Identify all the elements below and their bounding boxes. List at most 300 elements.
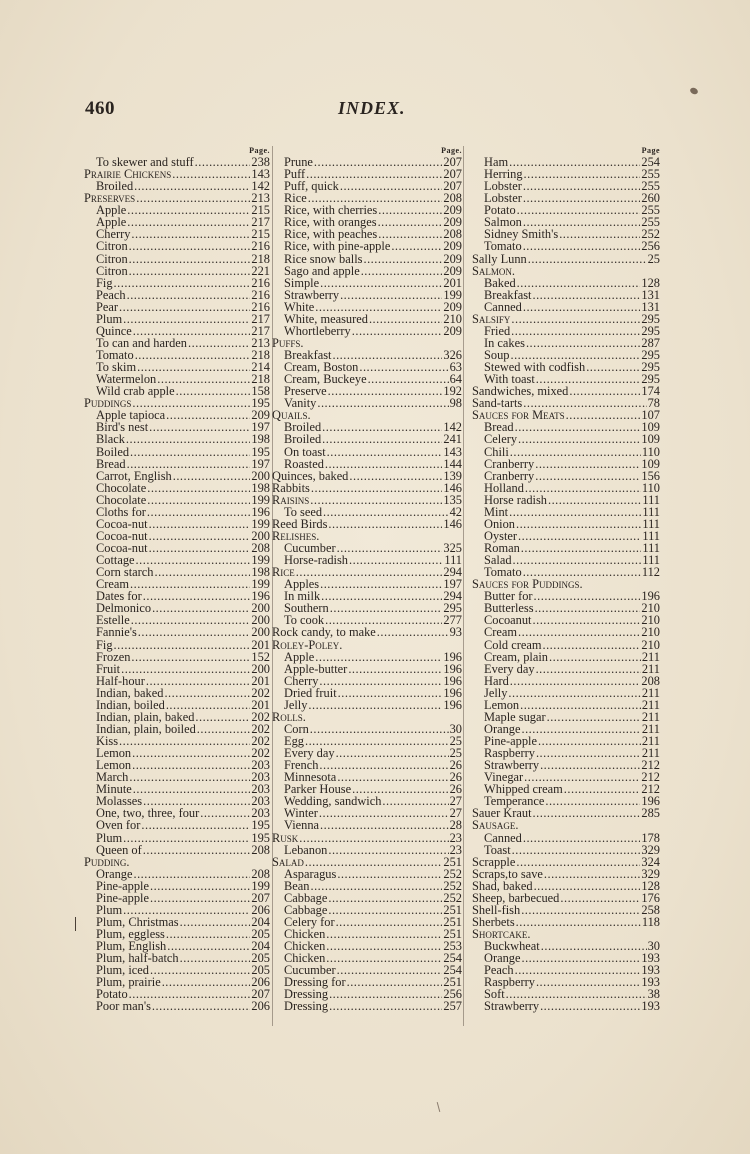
entry-label: Jelly bbox=[484, 685, 508, 700]
entry-page-number: 156 bbox=[641, 468, 660, 483]
dot-leader bbox=[369, 313, 442, 325]
dot-leader bbox=[564, 783, 641, 795]
entry-page-number: 111 bbox=[444, 553, 462, 568]
dot-leader bbox=[524, 168, 641, 180]
index-heading bbox=[272, 470, 462, 482]
dot-leader bbox=[523, 301, 641, 313]
entry-label: Tomato bbox=[484, 565, 522, 580]
entry-label: Onion bbox=[484, 516, 515, 531]
entry-page-number: 26 bbox=[449, 770, 462, 785]
dot-leader bbox=[150, 964, 250, 976]
entry-label: Cream, Buckeye bbox=[284, 372, 367, 387]
entry-page-number: 111 bbox=[642, 516, 660, 531]
entry-label: Sausage. bbox=[472, 818, 519, 833]
entry-label: Puff, quick bbox=[284, 179, 339, 194]
dot-leader bbox=[533, 807, 641, 819]
entry-label: Strawberry bbox=[484, 999, 540, 1014]
entry-label: Celery for bbox=[284, 914, 335, 929]
entry-page-number: 98 bbox=[449, 396, 462, 411]
dot-leader bbox=[536, 747, 641, 759]
dot-leader bbox=[129, 265, 251, 277]
entry-page-number: 193 bbox=[641, 963, 660, 978]
entry-page-number: 210 bbox=[443, 311, 462, 326]
entry-label: Carrot, English bbox=[96, 468, 172, 483]
entry-page-number: 256 bbox=[641, 239, 660, 254]
entry-page-number: 206 bbox=[251, 999, 270, 1014]
index-entry bbox=[84, 651, 270, 663]
dot-leader bbox=[534, 590, 641, 602]
entry-page-number: 253 bbox=[443, 939, 462, 954]
entry-page-number: 294 bbox=[443, 565, 462, 580]
entry-page-number: 195 bbox=[251, 818, 270, 833]
index-entry bbox=[84, 301, 270, 313]
entry-page-number: 202 bbox=[251, 746, 270, 761]
dot-leader bbox=[119, 735, 250, 747]
index-entry bbox=[272, 433, 462, 445]
dot-leader bbox=[314, 156, 442, 168]
entry-label: Corn starch bbox=[96, 565, 154, 580]
entry-label: Sauces for Meats bbox=[472, 408, 565, 423]
dot-leader bbox=[299, 832, 448, 844]
dot-leader bbox=[136, 192, 250, 204]
dot-leader bbox=[525, 482, 641, 494]
dot-leader bbox=[518, 433, 640, 445]
index-column-1 bbox=[84, 146, 270, 1012]
entry-page-number: 205 bbox=[251, 951, 270, 966]
dot-leader bbox=[162, 976, 251, 988]
entry-label: Apples bbox=[284, 577, 320, 592]
dot-leader bbox=[326, 952, 442, 964]
entry-label: Plum bbox=[96, 830, 123, 845]
index-entry bbox=[272, 1000, 462, 1012]
entry-page-number: 144 bbox=[443, 456, 462, 471]
entry-label: Preserves bbox=[84, 191, 136, 206]
entry-page-number: 25 bbox=[647, 251, 660, 266]
entry-page-number: 193 bbox=[641, 999, 660, 1014]
index-column-2 bbox=[272, 146, 462, 1012]
entry-page-number: 128 bbox=[641, 275, 660, 290]
entry-page-number: 252 bbox=[443, 866, 462, 881]
entry-page-number: 109 bbox=[641, 432, 660, 447]
entry-label: Celery bbox=[484, 432, 518, 447]
index-entry bbox=[84, 470, 270, 482]
entry-page-number: 211 bbox=[641, 709, 660, 724]
entry-label: Raspberry bbox=[484, 975, 535, 990]
dot-leader bbox=[337, 964, 443, 976]
dot-leader bbox=[517, 277, 641, 289]
entry-label: Sheep, barbecued bbox=[472, 890, 560, 905]
dot-leader bbox=[526, 337, 640, 349]
dot-leader bbox=[132, 747, 250, 759]
entry-page-number: 203 bbox=[251, 806, 270, 821]
entry-label: Chicken bbox=[284, 927, 326, 941]
entry-label: Butterless bbox=[484, 601, 534, 616]
entry-page-number: 217 bbox=[251, 323, 270, 338]
dot-leader bbox=[127, 289, 251, 301]
page-number: 460 bbox=[85, 98, 115, 119]
entry-page-number: 216 bbox=[251, 287, 270, 302]
dot-leader bbox=[533, 614, 641, 626]
entry-page-number: 203 bbox=[251, 770, 270, 785]
entry-label: Egg bbox=[284, 734, 304, 748]
dot-leader bbox=[508, 687, 640, 699]
entry-label: Queen of bbox=[96, 842, 142, 857]
entry-page-number: 199 bbox=[251, 492, 270, 507]
entry-page-number: 25 bbox=[449, 734, 462, 748]
dot-leader bbox=[325, 458, 442, 470]
entry-label: Corn bbox=[284, 721, 309, 736]
entry-page-number: 218 bbox=[251, 348, 270, 362]
entry-label: Tomato bbox=[96, 348, 134, 362]
index-entry bbox=[272, 277, 462, 289]
entry-label: Cranberry bbox=[484, 456, 535, 471]
entry-label: Vinegar bbox=[484, 770, 524, 785]
dot-leader bbox=[311, 482, 443, 494]
entry-page-number: 107 bbox=[641, 408, 660, 423]
dot-leader bbox=[327, 446, 443, 458]
dot-leader bbox=[326, 940, 442, 952]
entry-label: Apple bbox=[284, 649, 315, 664]
entry-page-number: 252 bbox=[443, 878, 462, 893]
entry-label: Watermelon bbox=[96, 372, 157, 387]
entry-label: Winter bbox=[284, 806, 318, 821]
entry-page-number: 206 bbox=[251, 902, 270, 917]
entry-label: Whortleberry bbox=[284, 323, 351, 338]
dot-leader bbox=[322, 433, 442, 445]
entry-page-number: 197 bbox=[251, 456, 270, 471]
dot-leader bbox=[326, 928, 442, 940]
entry-label: Cocoa-nut bbox=[96, 541, 148, 555]
entry-label: Oven for bbox=[96, 818, 141, 833]
entry-page-number: 204 bbox=[251, 914, 270, 929]
dot-leader bbox=[536, 976, 640, 988]
dot-leader bbox=[521, 952, 640, 964]
entry-label: Roasted bbox=[284, 456, 324, 471]
dot-leader bbox=[328, 892, 442, 904]
entry-page-number: 128 bbox=[641, 878, 660, 893]
entry-page-number: 209 bbox=[443, 323, 462, 338]
entry-page-number: 135 bbox=[443, 492, 462, 507]
entry-page-number: 207 bbox=[443, 167, 462, 182]
index-heading bbox=[272, 856, 462, 868]
entry-label: Broiled bbox=[284, 420, 322, 435]
entry-label: Strawberry bbox=[484, 758, 540, 773]
entry-page-number: 211 bbox=[641, 685, 660, 700]
entry-label: White, measured bbox=[284, 311, 368, 326]
entry-page-number: 201 bbox=[251, 697, 270, 712]
entry-page-number: 200 bbox=[251, 613, 270, 628]
entry-label: Vienna bbox=[284, 818, 320, 833]
entry-label: Prairie Chickens bbox=[84, 167, 172, 182]
entry-label: Fried bbox=[484, 323, 511, 338]
index-entry bbox=[472, 482, 660, 494]
entry-label: Bread bbox=[96, 456, 126, 471]
dot-leader bbox=[149, 421, 250, 433]
entry-label: Plum, half-batch bbox=[96, 951, 179, 966]
dot-leader bbox=[133, 783, 251, 795]
entry-label: With toast bbox=[484, 372, 535, 387]
dot-leader bbox=[378, 204, 442, 216]
entry-page-number: 139 bbox=[443, 468, 462, 483]
dot-leader bbox=[320, 277, 442, 289]
dot-leader bbox=[320, 578, 442, 590]
entry-page-number: 326 bbox=[443, 348, 462, 362]
entry-label: Cherry bbox=[96, 227, 131, 242]
entry-label: Potato bbox=[484, 203, 516, 218]
dot-leader bbox=[534, 880, 641, 892]
dot-leader bbox=[532, 289, 640, 301]
entry-label: Cottage bbox=[96, 553, 135, 568]
dot-leader bbox=[143, 590, 251, 602]
index-entries bbox=[472, 156, 660, 1012]
entry-page-number: 329 bbox=[641, 842, 660, 857]
entry-page-number: 209 bbox=[443, 215, 462, 230]
dot-leader bbox=[559, 228, 640, 240]
index-entry bbox=[84, 289, 270, 301]
dot-leader bbox=[549, 651, 641, 663]
dot-leader bbox=[129, 253, 251, 265]
entry-page-number: 260 bbox=[641, 191, 660, 206]
entry-label: Cream bbox=[96, 577, 130, 592]
entry-page-number: 109 bbox=[641, 456, 660, 471]
dot-leader bbox=[127, 204, 250, 216]
entry-page-number: 196 bbox=[641, 589, 660, 604]
entry-label: To cook bbox=[284, 613, 325, 628]
dot-leader bbox=[535, 458, 640, 470]
entry-label: Buckwheat bbox=[484, 939, 540, 954]
entry-page-number: 209 bbox=[443, 299, 462, 314]
dot-leader bbox=[121, 663, 250, 675]
entry-page-number: 64 bbox=[449, 372, 462, 387]
entry-label: Broiled bbox=[284, 432, 322, 447]
entry-label: Canned bbox=[484, 830, 522, 845]
entry-page-number: 285 bbox=[641, 806, 660, 821]
entry-page-number: 209 bbox=[443, 203, 462, 218]
entry-page-number: 210 bbox=[641, 625, 660, 640]
index-entry bbox=[272, 265, 462, 277]
entry-label: Cabbage bbox=[284, 902, 328, 917]
dot-leader bbox=[349, 470, 442, 482]
entry-page-number: 294 bbox=[443, 589, 462, 604]
dot-leader bbox=[509, 506, 641, 518]
dot-leader bbox=[131, 614, 251, 626]
entry-label: Pine-apple bbox=[96, 878, 149, 893]
entry-page-number: 208 bbox=[443, 227, 462, 242]
dot-leader bbox=[114, 639, 251, 651]
index-entry bbox=[472, 626, 660, 638]
entry-label: Shad, baked bbox=[472, 878, 533, 893]
entry-page-number: 211 bbox=[641, 734, 660, 748]
index-entries bbox=[272, 156, 462, 1012]
entry-label: Citron bbox=[96, 263, 128, 278]
dot-leader bbox=[154, 566, 250, 578]
entry-page-number: 131 bbox=[641, 287, 660, 302]
dot-leader bbox=[320, 819, 449, 831]
entry-label: Peach bbox=[96, 287, 126, 302]
entry-page-number: 295 bbox=[641, 348, 660, 362]
entry-page-number: 112 bbox=[641, 565, 660, 580]
entry-label: Salad bbox=[484, 553, 512, 568]
index-heading bbox=[84, 856, 270, 868]
entry-label: Sherbets bbox=[472, 914, 515, 929]
entry-label: To seed bbox=[284, 504, 323, 519]
entry-page-number: 254 bbox=[443, 963, 462, 978]
paper-mark bbox=[437, 1102, 441, 1112]
entry-label: Chocolate bbox=[96, 480, 147, 495]
index-entry bbox=[472, 470, 660, 482]
entry-page-number: 218 bbox=[251, 372, 270, 387]
entry-page-number: 215 bbox=[251, 203, 270, 218]
dot-leader bbox=[305, 856, 443, 868]
dot-leader bbox=[547, 711, 641, 723]
entry-page-number: 208 bbox=[641, 673, 660, 688]
entry-label: Sago and apple bbox=[284, 263, 360, 278]
entry-page-number: 211 bbox=[641, 649, 660, 664]
entry-label: Breakfast bbox=[284, 348, 332, 362]
entry-label: Scrapple bbox=[472, 854, 516, 869]
dot-leader bbox=[586, 361, 640, 373]
entry-label: Sally Lunn bbox=[472, 251, 527, 266]
entry-label: Citron bbox=[96, 239, 128, 254]
index-entry bbox=[272, 663, 462, 675]
index-heading bbox=[272, 482, 462, 494]
dot-leader bbox=[123, 313, 250, 325]
dot-leader bbox=[180, 952, 251, 964]
index-entry bbox=[472, 277, 660, 289]
dot-leader bbox=[523, 192, 641, 204]
entry-page-number: 28 bbox=[449, 818, 462, 833]
dot-leader bbox=[516, 518, 641, 530]
entry-page-number: 214 bbox=[251, 360, 270, 375]
entry-label: Canned bbox=[484, 299, 522, 314]
index-entry bbox=[272, 880, 462, 892]
index-entry bbox=[472, 446, 660, 458]
entry-page-number: 199 bbox=[251, 553, 270, 568]
entry-page-number: 209 bbox=[443, 239, 462, 254]
dot-leader bbox=[377, 626, 449, 638]
entry-page-number: 255 bbox=[641, 167, 660, 182]
entry-label: Roman bbox=[484, 541, 520, 555]
dot-leader bbox=[119, 301, 250, 313]
entry-label: Rice bbox=[284, 191, 307, 206]
dot-leader bbox=[164, 687, 250, 699]
column-page-label: Page. bbox=[441, 146, 462, 155]
entry-page-number: 201 bbox=[251, 637, 270, 652]
dot-leader bbox=[528, 253, 647, 265]
entry-page-number: 209 bbox=[443, 251, 462, 266]
dot-leader bbox=[511, 325, 640, 337]
dot-leader bbox=[166, 409, 250, 421]
dot-leader bbox=[127, 216, 250, 228]
dot-leader bbox=[542, 639, 640, 651]
index-entry bbox=[84, 265, 270, 277]
entry-label: Delmonico bbox=[96, 601, 152, 616]
dot-leader bbox=[521, 904, 640, 916]
index-heading bbox=[472, 265, 660, 277]
index-heading bbox=[272, 494, 462, 506]
entry-label: Frozen bbox=[96, 649, 131, 664]
dot-leader bbox=[518, 626, 640, 638]
entry-label: Rice snow balls bbox=[284, 251, 363, 266]
dot-leader bbox=[536, 663, 641, 675]
dot-leader bbox=[340, 289, 442, 301]
entry-label: March bbox=[96, 770, 129, 785]
entry-label: Apple bbox=[96, 215, 127, 230]
dot-leader bbox=[535, 470, 640, 482]
entry-page-number: 192 bbox=[443, 384, 462, 399]
entry-label: Plum, iced bbox=[96, 963, 149, 978]
dot-leader bbox=[338, 687, 443, 699]
entry-page-number: 205 bbox=[251, 927, 270, 941]
entry-page-number: 30 bbox=[647, 939, 660, 954]
dot-leader bbox=[132, 759, 250, 771]
entry-page-number: 295 bbox=[641, 360, 660, 375]
index-heading bbox=[472, 819, 660, 831]
entry-label: Rice bbox=[272, 565, 295, 580]
dot-leader bbox=[347, 976, 443, 988]
dot-leader bbox=[149, 518, 251, 530]
dot-leader bbox=[114, 277, 251, 289]
entry-label: Whipped cream bbox=[484, 782, 563, 797]
dot-leader bbox=[126, 433, 251, 445]
dot-leader bbox=[127, 458, 251, 470]
dot-leader bbox=[521, 542, 642, 554]
entry-label: Dressing bbox=[284, 999, 329, 1014]
entry-page-number: 210 bbox=[641, 637, 660, 652]
index-entry bbox=[84, 626, 270, 638]
entry-label: Wild crab apple bbox=[96, 384, 175, 399]
entry-page-number: 200 bbox=[251, 625, 270, 640]
entry-label: Fig bbox=[96, 275, 113, 290]
entry-label: Indian, plain, boiled bbox=[96, 721, 196, 736]
entry-page-number: 111 bbox=[642, 541, 660, 555]
entry-page-number: 146 bbox=[443, 516, 462, 531]
index-entry bbox=[472, 844, 660, 856]
entry-label: Sand-tarts bbox=[472, 396, 523, 411]
entry-page-number: 178 bbox=[641, 830, 660, 845]
index-entry bbox=[472, 651, 660, 663]
dot-leader bbox=[349, 554, 443, 566]
dot-leader bbox=[188, 337, 250, 349]
index-entry bbox=[472, 433, 660, 445]
entry-page-number: 217 bbox=[251, 215, 270, 230]
entry-label: On toast bbox=[284, 444, 326, 459]
index-entry bbox=[272, 301, 462, 313]
entry-label: Sidney Smith's bbox=[484, 227, 559, 242]
index-entry bbox=[272, 446, 462, 458]
entry-page-number: 200 bbox=[251, 468, 270, 483]
dot-leader bbox=[143, 844, 251, 856]
running-head: INDEX. bbox=[338, 98, 406, 118]
entry-page-number: 325 bbox=[443, 541, 462, 555]
entry-page-number: 199 bbox=[251, 577, 270, 592]
entry-page-number: 196 bbox=[443, 697, 462, 712]
entry-page-number: 212 bbox=[641, 758, 660, 773]
entry-label: Wedding, sandwich bbox=[284, 794, 382, 809]
dot-leader bbox=[510, 446, 641, 458]
dot-leader bbox=[517, 204, 641, 216]
entry-page-number: 211 bbox=[641, 746, 660, 761]
dot-leader bbox=[361, 265, 443, 277]
entry-page-number: 199 bbox=[251, 516, 270, 531]
index-entry bbox=[84, 277, 270, 289]
entry-label: Maple sugar bbox=[484, 709, 546, 724]
entry-label: Peach bbox=[484, 963, 514, 978]
entry-label: Minnesota bbox=[284, 770, 337, 785]
entry-page-number: 200 bbox=[251, 661, 270, 676]
dot-leader bbox=[540, 759, 640, 771]
entry-page-number: 204 bbox=[251, 939, 270, 954]
